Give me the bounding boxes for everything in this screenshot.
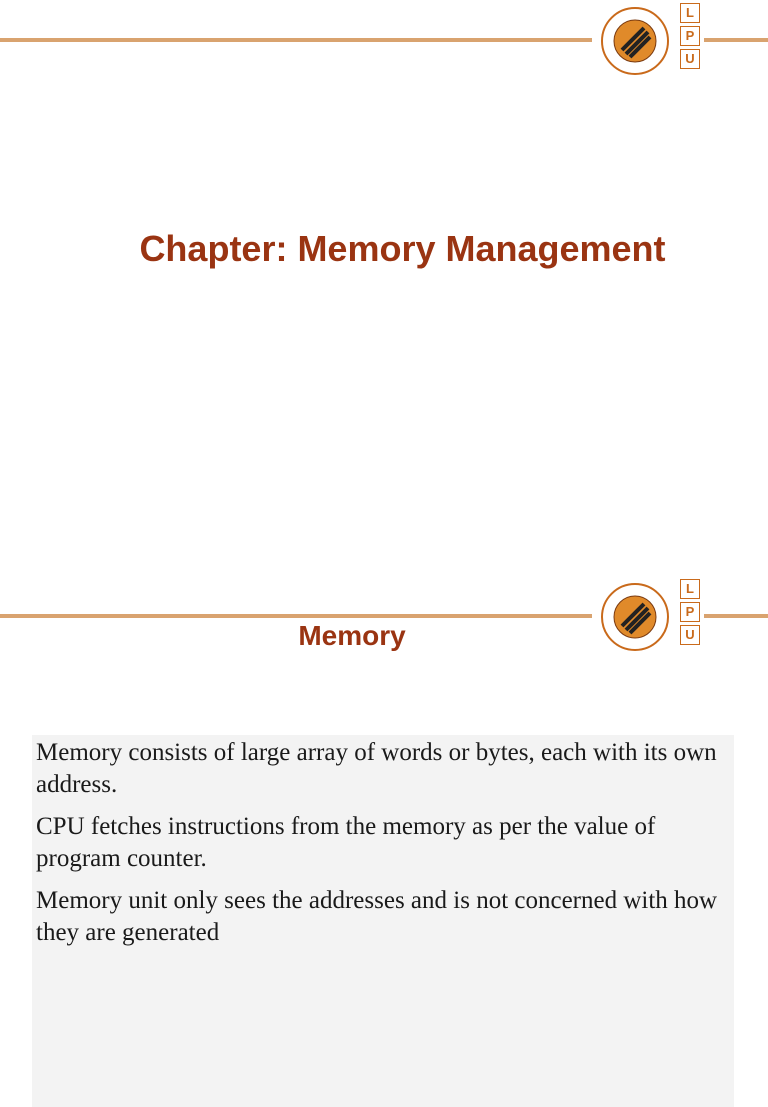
lpu-letter-u: U: [680, 625, 700, 645]
university-seal-icon: [600, 6, 670, 76]
slide-memory: [0, 576, 768, 1024]
lpu-letters: [680, 3, 700, 72]
lpu-letter-p: P: [680, 26, 700, 46]
lpu-letter-u: U: [680, 49, 700, 69]
lpu-letter-l: L: [680, 579, 700, 599]
header-rule-left: [0, 614, 592, 618]
header-rule-right: [704, 38, 768, 42]
paragraph: Memory unit only sees the addresses and is not concerned with how they are generated: [36, 887, 718, 946]
header-rule-left: [0, 38, 592, 42]
chapter-title: Chapter: Memory Management: [139, 228, 666, 269]
header-rule-right: [704, 614, 768, 618]
paragraph: Memory consists of large array of words or bytes, each with its own address.: [36, 739, 717, 798]
lpu-letter-p: P: [680, 602, 700, 622]
slide-title: Memory: [298, 620, 406, 651]
content-text-block: [32, 735, 734, 1107]
lpu-letter-l: L: [680, 3, 700, 23]
paragraph: CPU fetches instructions from the memory as per the value of program counter.: [36, 813, 656, 872]
